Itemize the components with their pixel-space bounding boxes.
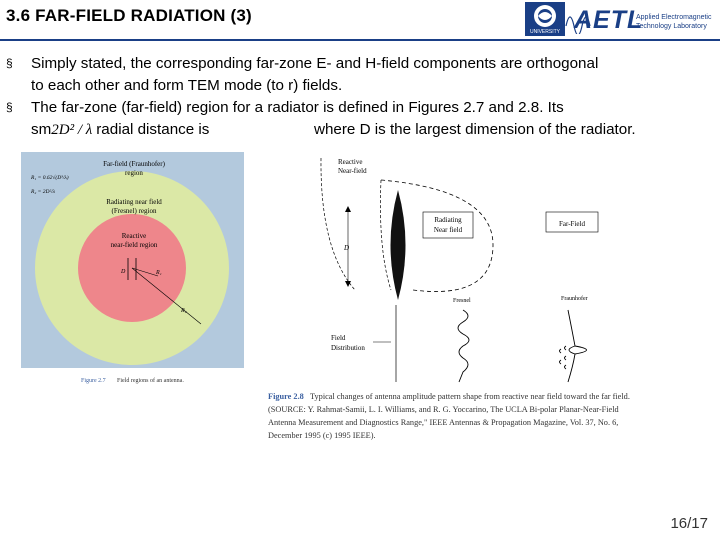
seal-text: UNIVERSITY bbox=[529, 29, 561, 35]
fig28-caption-line-2: (SOURCE: Y. Rahmat-Samii, L. I. Williams, and R. G. Yoccarino, The UCLA Bi-polar Planar-Near-Field bbox=[268, 405, 619, 414]
fig28-fraunhofer-side-lobes bbox=[560, 346, 567, 369]
bullet-marker: § bbox=[6, 100, 13, 114]
fig27-caption-text: Field regions of an antenna. bbox=[117, 378, 184, 384]
fig27-r1-label: R₁ bbox=[156, 270, 162, 276]
fig27-far-field-label-1: Far-field (Fraunhofer) bbox=[103, 160, 165, 168]
bullet-2-line-2 bbox=[31, 119, 209, 141]
fig28-antenna-aperture bbox=[391, 190, 406, 300]
fig28-field-label-1: Field bbox=[331, 334, 346, 342]
fig28-caption-line-1 bbox=[268, 391, 630, 404]
page-number: 16/17 bbox=[670, 515, 708, 532]
university-seal-icon bbox=[524, 0, 568, 38]
bullet-1-line-1: Simply stated, the corresponding far-zone E- and H-field components are orthogonal bbox=[31, 55, 599, 72]
bullet-2-line-1: The far-zone (far-field) region for a radiator is defined in Figures 2.7 and 2.8. Its bbox=[31, 99, 564, 116]
slide-title: 3.6 FAR-FIELD RADIATION (3) bbox=[6, 6, 252, 25]
fig28-fresnel-pattern bbox=[458, 310, 469, 382]
fig28-caption-text: Typical changes of antenna amplitude pattern shape from reactive near field toward the far field. bbox=[310, 392, 630, 401]
fig27-radiating-label-2: (Fresnel) region bbox=[111, 207, 157, 215]
fig28-fresnel-label: Fresnel bbox=[453, 298, 471, 304]
bullet-2-radial-text: radial distance is bbox=[96, 121, 210, 138]
fig27-r2-equation: R₂ = 2D²/λ bbox=[31, 189, 56, 195]
fig27-reactive-label-2: near-field region bbox=[110, 241, 158, 249]
fig28-fraunhofer-label: Fraunhofer bbox=[561, 296, 588, 302]
fig28-radiating-label-1: Radiating bbox=[434, 216, 462, 224]
fig28-reactive-boundary bbox=[321, 158, 355, 290]
bullet-marker: § bbox=[6, 56, 13, 70]
lab-name-line2: Technology Laboratory bbox=[636, 23, 707, 30]
fig28-caption-number: Figure 2.8 bbox=[268, 392, 304, 401]
fig28-caption-line-3: Antenna Measurement and Diagnostics Range," IEEE Antennas & Propagation Magazine, Vol. 37, No. 6, bbox=[268, 418, 619, 427]
lab-name-line1: Applied Electromagnetic bbox=[636, 14, 712, 21]
fig28-reactive-label-2: Near-field bbox=[338, 167, 367, 175]
fig27-reactive-label-1: Reactive bbox=[121, 232, 147, 240]
fig28-far-field-label: Far-Field bbox=[559, 220, 585, 228]
fig28-fraunhofer-main-lobe bbox=[568, 310, 587, 382]
bullet-2-fragment: sm bbox=[31, 121, 52, 138]
fig28-d-arrow-up bbox=[345, 206, 351, 212]
figure-2-7-field-regions bbox=[21, 152, 244, 388]
brand-name: AETL bbox=[574, 6, 644, 34]
fig28-radiating-label-2: Near field bbox=[433, 226, 463, 234]
fig27-r2-label: R₂ bbox=[181, 308, 187, 314]
fig28-boundary-2 bbox=[380, 180, 391, 290]
fig27-d-label: D bbox=[121, 269, 126, 275]
bullet-2-line-2-end: where D is the largest dimension of the radiator. bbox=[314, 121, 636, 138]
fig27-radiating-label-1: Radiating near field bbox=[106, 198, 162, 206]
far-field-formula: 2D² / λ bbox=[51, 122, 93, 138]
lab-logo bbox=[522, 0, 720, 38]
bullet-1-line-2: to each other and form TEM mode (to r) fields. bbox=[31, 77, 343, 94]
fig28-d-label: D bbox=[344, 244, 350, 252]
fig27-far-field-label-2: region bbox=[125, 169, 143, 177]
fig28-caption-line-4: December 1995 (c) 1995 IEEE). bbox=[268, 431, 376, 440]
fig27-r1-equation: R₁ = 0.62√(D³/λ) bbox=[31, 175, 69, 181]
fig27-caption-number: Figure 2.7 bbox=[81, 378, 106, 384]
fig28-reactive-label-1: Reactive bbox=[338, 158, 363, 166]
fig28-field-label-2: Distribution bbox=[331, 344, 365, 352]
title-divider bbox=[0, 39, 720, 41]
figure-2-8-pattern-changes bbox=[263, 150, 718, 410]
